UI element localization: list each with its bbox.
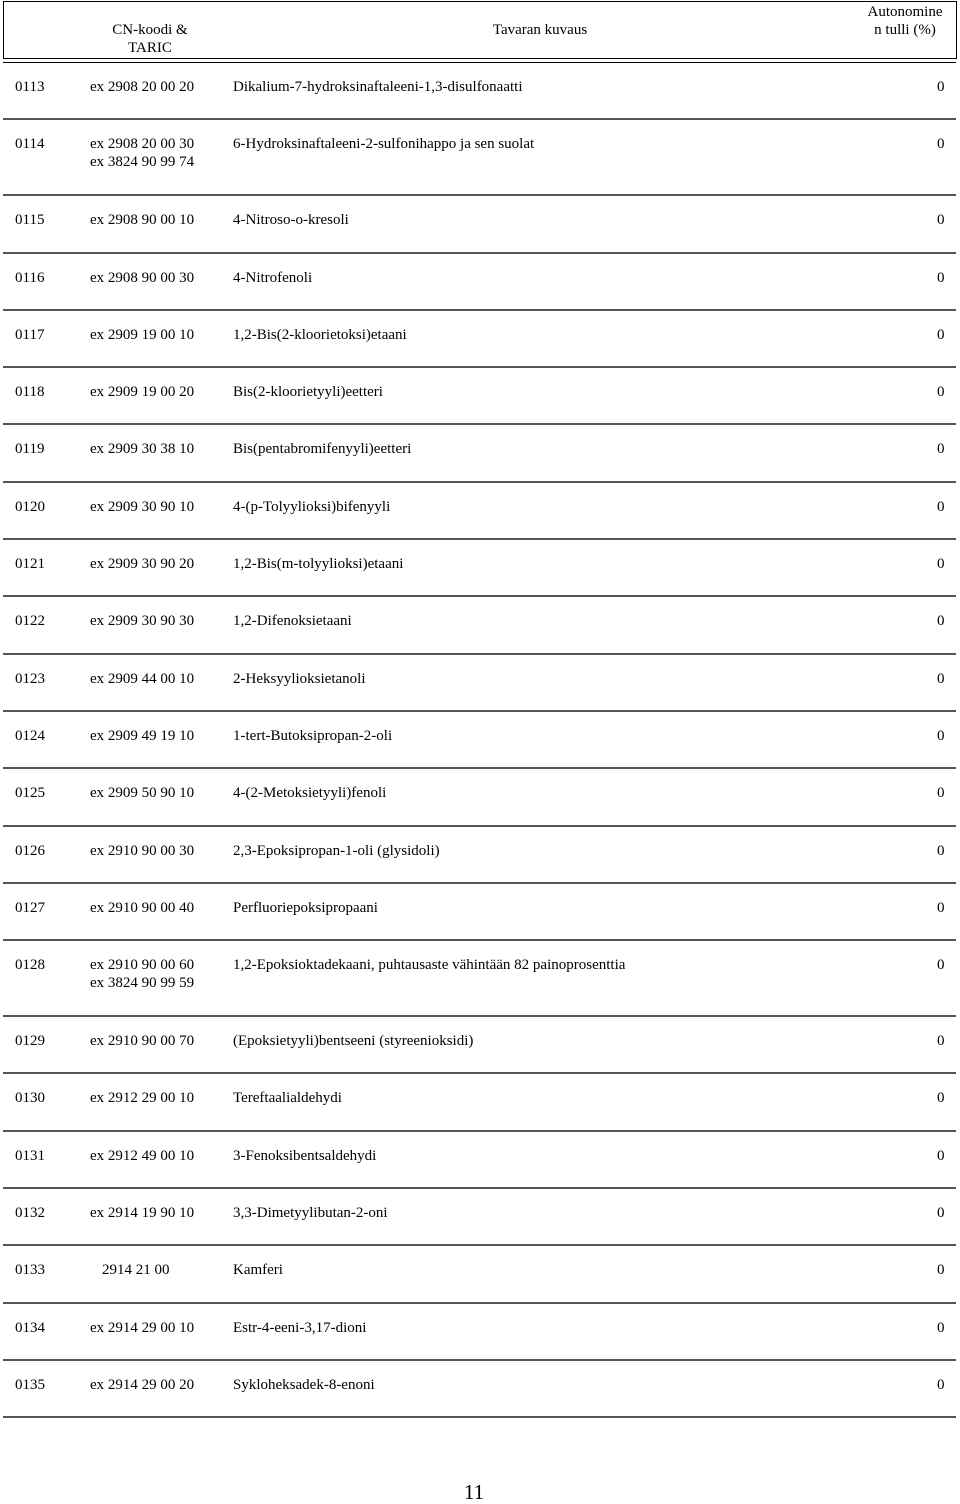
row-number: 0119 — [15, 441, 45, 458]
row-number: 0133 — [15, 1262, 45, 1279]
row-cn-code-line1: ex 2909 19 00 20 — [90, 384, 195, 401]
row-cn-code — [90, 326, 194, 344]
row-cn-code — [90, 383, 194, 401]
row-description: 4-Nitrofenoli — [233, 269, 313, 286]
table-row — [3, 1074, 956, 1131]
row-number: 0117 — [15, 326, 45, 343]
row-cn-code — [90, 784, 194, 802]
row-cn-code-line1: ex 2912 29 00 10 — [90, 1090, 195, 1107]
table-row — [3, 1304, 956, 1361]
table-header — [0, 0, 960, 64]
table-row — [3, 712, 956, 769]
row-duty-rate: 0 — [937, 1033, 945, 1050]
row-description: 6-Hydroksinaftaleeni-2-sulfonihappo ja sen suolat — [233, 136, 535, 153]
table-row — [3, 540, 956, 597]
row-duty-rate: 0 — [937, 957, 945, 974]
table-row — [3, 1017, 956, 1074]
row-description: 2,3-Epoksipropan-1-oli (glysidoli) — [233, 842, 440, 859]
header-cn-code-line2: TARIC — [128, 40, 172, 56]
row-cn-code-line1: ex 2910 90 00 40 — [90, 899, 195, 916]
header-duty-rate-line2: n tulli (%) — [874, 22, 936, 38]
row-cn-code-line1: ex 2909 30 38 10 — [90, 441, 195, 458]
row-duty-rate: 0 — [937, 136, 945, 153]
row-number: 0128 — [15, 957, 45, 974]
row-duty-rate: 0 — [937, 1147, 945, 1164]
row-cn-code-line2: ex 3824 90 99 74 — [90, 154, 195, 171]
row-cn-code — [90, 842, 194, 860]
table-row — [3, 1132, 956, 1189]
row-cn-code — [90, 1089, 194, 1107]
table-row — [3, 941, 956, 1017]
row-description: 1,2-Difenoksietaani — [233, 613, 352, 630]
row-cn-code — [90, 440, 194, 458]
row-description: (Epoksietyyli)bentseeni (styreenioksidi) — [233, 1033, 474, 1050]
row-description: Kamferi — [233, 1262, 283, 1279]
row-cn-code-line1: ex 2910 90 00 30 — [90, 842, 195, 859]
table-row — [3, 1189, 956, 1246]
row-cn-code — [90, 1319, 194, 1337]
row-description: 1,2-Bis(m-tolyylioksi)etaani — [233, 556, 404, 573]
header-description: Tavaran kuvaus — [492, 22, 588, 38]
row-number: 0129 — [15, 1033, 45, 1050]
row-duty-rate: 0 — [937, 1319, 945, 1336]
row-cn-code-line1: ex 2909 50 90 10 — [90, 785, 195, 802]
row-duty-rate: 0 — [937, 498, 945, 515]
row-number: 0126 — [15, 842, 45, 859]
row-description: Estr-4-eeni-3,17-dioni — [233, 1319, 367, 1336]
row-duty-rate: 0 — [937, 441, 945, 458]
row-cn-code — [102, 1261, 170, 1279]
row-cn-code — [90, 1032, 194, 1050]
row-cn-code-line1: ex 2910 90 00 70 — [90, 1033, 195, 1050]
table-row — [3, 120, 956, 196]
table-row — [3, 63, 956, 120]
row-number: 0121 — [15, 556, 45, 573]
row-description: 4-(2-Metoksietyyli)fenoli — [233, 785, 387, 802]
row-duty-rate: 0 — [937, 613, 945, 630]
row-description: Tereftaalialdehydi — [233, 1090, 342, 1107]
row-duty-rate: 0 — [937, 670, 945, 687]
row-description: 2-Heksyylioksietanoli — [233, 670, 366, 687]
row-cn-code — [90, 498, 194, 516]
table-row — [3, 368, 956, 425]
row-number: 0116 — [15, 269, 45, 286]
row-cn-code-line1: ex 2908 20 00 30 — [90, 136, 195, 153]
row-cn-code-line1: 2914 21 00 — [102, 1262, 170, 1279]
row-description: Bis(2-kloorietyyli)eetteri — [233, 384, 383, 401]
row-cn-code — [90, 670, 194, 688]
row-cn-code — [90, 899, 194, 917]
row-description: 1-tert-Butoksipropan-2-oli — [233, 727, 393, 744]
row-description: 1,2-Bis(2-kloorietoksi)etaani — [233, 326, 407, 343]
row-cn-code-line1: ex 2914 29 00 20 — [90, 1376, 195, 1393]
row-number: 0130 — [15, 1090, 45, 1107]
row-description: 4-Nitroso-o-kresoli — [233, 212, 349, 229]
table-row — [3, 1246, 956, 1303]
row-duty-rate: 0 — [937, 1376, 945, 1393]
row-cn-code — [90, 956, 194, 992]
row-cn-code-line1: ex 2909 30 90 10 — [90, 498, 195, 515]
row-cn-code — [90, 78, 194, 96]
row-duty-rate: 0 — [937, 842, 945, 859]
row-cn-code — [90, 1376, 194, 1394]
row-cn-code-line1: ex 2910 90 00 60 — [90, 957, 195, 974]
row-description: 3,3-Dimetyylibutan-2-oni — [233, 1205, 388, 1222]
row-description: Sykloheksadek-8-enoni — [233, 1376, 375, 1393]
row-description: 3-Fenoksibentsaldehydi — [233, 1147, 377, 1164]
row-number: 0127 — [15, 899, 45, 916]
row-duty-rate: 0 — [937, 556, 945, 573]
row-cn-code — [90, 1147, 194, 1165]
row-cn-code — [90, 727, 194, 745]
table-row — [3, 769, 956, 826]
row-number: 0134 — [15, 1319, 45, 1336]
table-row — [3, 884, 956, 941]
row-duty-rate: 0 — [937, 269, 945, 286]
row-cn-code-line1: ex 2912 49 00 10 — [90, 1147, 195, 1164]
row-number: 0125 — [15, 785, 45, 802]
row-description: Dikalium-7-hydroksinaftaleeni-1,3-disulfonaatti — [233, 79, 523, 95]
row-duty-rate: 0 — [937, 899, 945, 916]
table-row — [3, 483, 956, 540]
table-row — [3, 254, 956, 311]
header-duty-rate — [850, 3, 960, 39]
row-duty-rate: 0 — [937, 212, 945, 229]
row-cn-code-line1: ex 2908 90 00 30 — [90, 269, 195, 286]
row-number: 0135 — [15, 1376, 45, 1393]
row-cn-code — [90, 211, 194, 229]
row-cn-code-line1: ex 2909 19 00 10 — [90, 326, 195, 343]
row-cn-code-line1: ex 2909 44 00 10 — [90, 670, 195, 687]
row-description: Bis(pentabromifenyyli)eetteri — [233, 441, 412, 458]
row-cn-code — [90, 1204, 194, 1222]
row-number: 0132 — [15, 1205, 45, 1222]
row-cn-code — [90, 269, 194, 287]
page-number: 11 — [463, 1480, 485, 1504]
table-row — [3, 311, 956, 368]
table-row — [3, 425, 956, 482]
row-duty-rate: 0 — [937, 1205, 945, 1222]
header-cn-code-line1: CN-koodi & — [112, 22, 188, 38]
row-number: 0118 — [15, 384, 45, 401]
row-number: 0120 — [15, 498, 45, 515]
row-number: 0124 — [15, 727, 45, 744]
table-row — [3, 655, 956, 712]
row-duty-rate: 0 — [937, 384, 945, 401]
row-cn-code — [90, 135, 194, 171]
table-body — [0, 63, 960, 1418]
row-cn-code-line1: ex 2908 90 00 10 — [90, 212, 195, 229]
row-number: 0115 — [15, 212, 45, 229]
table-row — [3, 1361, 956, 1418]
row-cn-code-line1: ex 2909 30 90 30 — [90, 613, 195, 630]
header-cn-code — [80, 21, 220, 57]
row-number: 0131 — [15, 1147, 45, 1164]
row-cn-code-line1: ex 2908 20 00 20 — [90, 79, 195, 95]
row-duty-rate: 0 — [937, 727, 945, 744]
table-row — [3, 597, 956, 654]
row-cn-code — [90, 555, 194, 573]
row-cn-code-line1: ex 2909 30 90 20 — [90, 556, 195, 573]
row-cn-code-line1: ex 2909 49 19 10 — [90, 727, 195, 744]
row-cn-code-line2: ex 3824 90 99 59 — [90, 975, 195, 992]
row-description: 4-(p-Tolyylioksi)bifenyyli — [233, 498, 391, 515]
row-number: 0113 — [15, 79, 45, 95]
row-duty-rate: 0 — [937, 785, 945, 802]
row-number: 0122 — [15, 613, 45, 630]
row-number: 0114 — [15, 136, 45, 153]
header-duty-rate-line1: Autonomine — [867, 4, 943, 20]
row-cn-code-line1: ex 2914 29 00 10 — [90, 1319, 195, 1336]
row-cn-code — [90, 612, 194, 630]
table-row — [3, 827, 956, 884]
row-description: 1,2-Epoksioktadekaani, puhtausaste vähintään 82 painoprosenttia — [233, 957, 626, 974]
table-row — [3, 196, 956, 253]
row-description: Perfluoriepoksipropaani — [233, 899, 378, 916]
row-duty-rate: 0 — [937, 326, 945, 343]
row-duty-rate: 0 — [937, 1262, 945, 1279]
header-rule-top — [3, 58, 956, 59]
row-duty-rate: 0 — [937, 79, 945, 95]
row-number: 0123 — [15, 670, 45, 687]
row-cn-code-line1: ex 2914 19 90 10 — [90, 1205, 195, 1222]
row-duty-rate: 0 — [937, 1090, 945, 1107]
